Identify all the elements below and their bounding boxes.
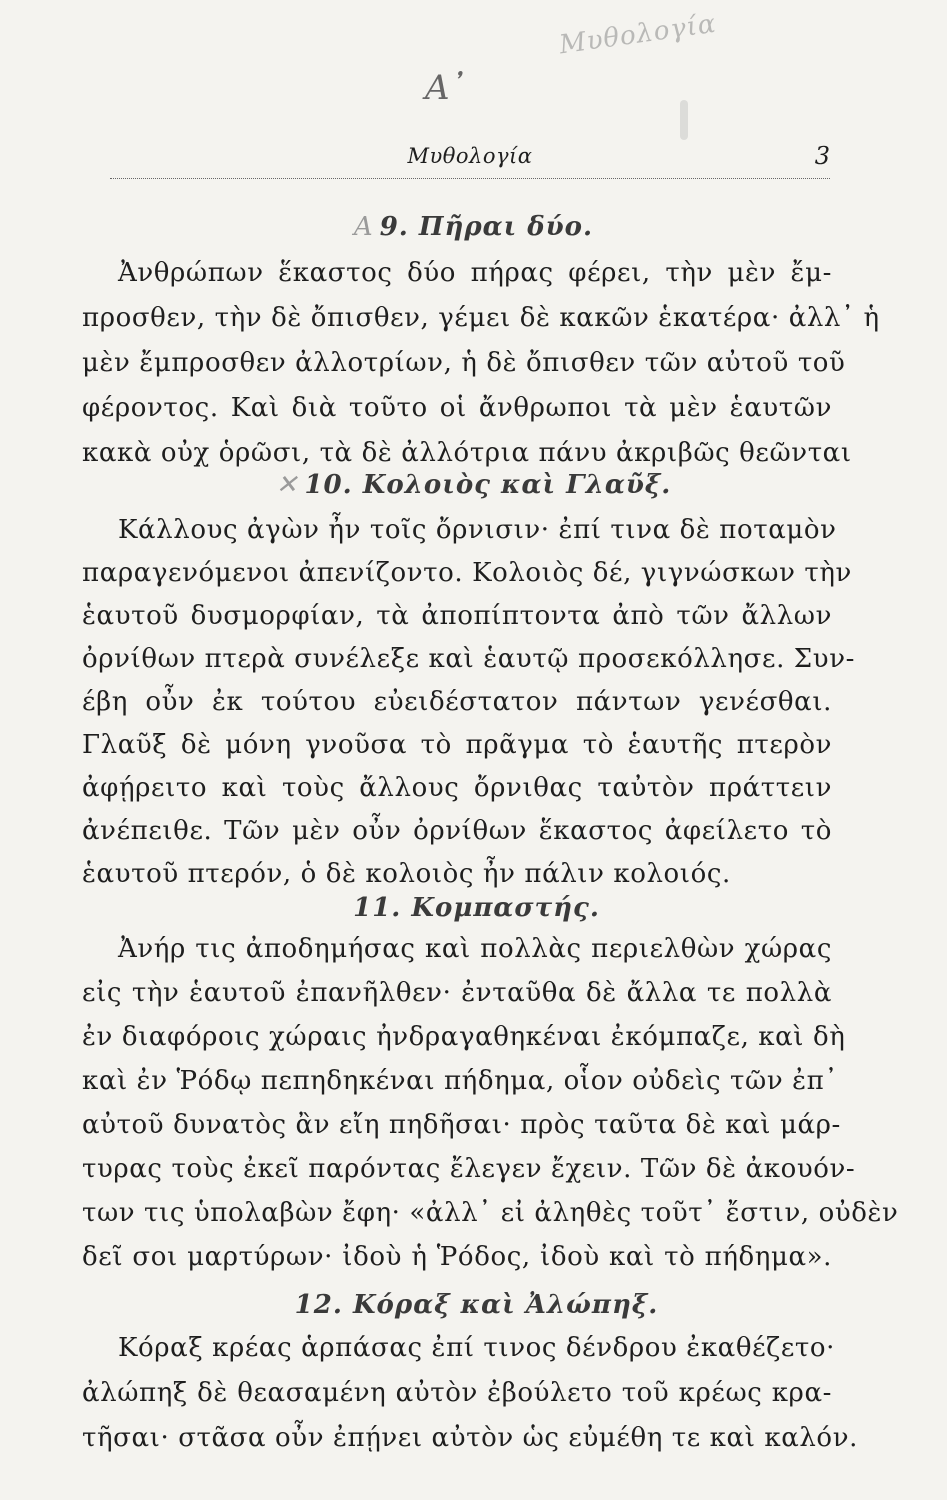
text-line: έβη οὖν ἐκ τούτου εὐειδέστατον πάντων γενέσθαι. — [82, 687, 832, 717]
running-header — [110, 140, 830, 179]
text-line: φέροντος. Καὶ διὰ τοῦτο οἱ ἄνθρωποι τὰ μὲν ἑαυτῶν — [82, 393, 832, 423]
text-line: ἀφῄρειτο καὶ τοὺς ἄλλους ὄρνιθας ταὐτὸν πράττειν — [82, 773, 832, 803]
section-title: 12. Κόραξ καὶ Ἀλώπηξ. — [294, 1290, 659, 1320]
text-line: ἑαυτοῦ πτερόν, ὁ δὲ κολοιὸς ἦν πάλιν κολοιός. — [82, 859, 731, 889]
page-number: 3 — [814, 142, 830, 170]
text-line: κακὰ οὐχ ὁρῶσι, τὰ δὲ ἀλλότρια πάνυ ἀκριβῶς θεῶνται — [82, 438, 852, 468]
pen-mark: ✕ — [275, 470, 299, 500]
text-line: ἑαυτοῦ δυσμορφίαν, τὰ ἀποπίπτοντα ἀπὸ τῶν ἄλλων — [82, 601, 832, 631]
text-line: παραγενόμενοι ἀπενίζοντο. Κολοιὸς δέ, γιγνώσκων τὴν — [82, 558, 852, 588]
text-line: των τις ὑπολαβὼν ἔφη· «ἀλλ᾽ εἰ ἀληθὲς τοῦτ᾽ ἔστιν, οὐδὲν — [82, 1198, 899, 1228]
section-heading — [0, 1290, 947, 1320]
text-line: Κόραξ κρέας ἁρπάσας ἐπί τινος δένδρου ἐκαθέζετο· — [118, 1333, 836, 1363]
text-line: προσθεν, τὴν δὲ ὄπισθεν, γέμει δὲ κακῶν ἑκατέρα· ἀλλ᾽ ἡ — [82, 303, 880, 333]
text-line: ἀνέπειθε. Τῶν μὲν οὖν ὀρνίθων ἕκαστος ἀφείλετο τὸ — [82, 816, 832, 846]
text-line: ἀλώπηξ δὲ θεασαμένη αὐτὸν ἐβούλετο τοῦ κρέως κρα- — [82, 1378, 832, 1408]
text-line: ὀρνίθων πτερὰ συνέλεξε καὶ ἑαυτῷ προσεκόλλησε. Συν- — [82, 644, 855, 674]
section-title: 11. Κομπαστής. — [353, 893, 600, 923]
section-heading — [0, 212, 947, 242]
text-line: Ἀνήρ τις ἀποδημήσας καὶ πολλὰς περιελθὼν χώρας — [118, 934, 832, 964]
text-line: Ἀνθρώπων ἕκαστος δύο πήρας φέρει, τὴν μὲν ἔμ- — [118, 258, 832, 288]
text-line: αὐτοῦ δυνατὸς ἂν εἴη πηδῆσαι· πρὸς ταῦτα δὲ καὶ μάρ- — [82, 1110, 841, 1140]
text-line: Κάλλους ἀγὼν ἦν τοῖς ὄρνισιν· ἐπί τινα δὲ ποταμὸν — [118, 515, 837, 545]
text-line: δεῖ σοι μαρτύρων· ἰδοὺ ἡ Ῥόδος, ἰδοὺ καὶ τὸ πήδημα». — [82, 1242, 832, 1272]
pen-mark: A — [353, 212, 374, 242]
section-heading — [0, 470, 947, 500]
text-line: Γλαῦξ δὲ μόνη γνοῦσα τὸ πρᾶγμα τὸ ἑαυτῆς πτερὸν — [82, 730, 832, 760]
text-line: τυρας τοὺς ἐκεῖ παρόντας ἔλεγεν ἔχειν. Τῶν δὲ ἀκουόν- — [82, 1154, 856, 1184]
paper-stain — [680, 100, 688, 140]
text-line: καὶ ἐν Ῥόδῳ πεπηδηκέναι πήδημα, οἷον οὐδεὶς τῶν ἐπ᾽ — [82, 1066, 838, 1096]
section-title: 9. Πῆραι δύο. — [379, 212, 594, 242]
running-title: Μυθολογία — [407, 144, 533, 168]
handwritten-annotation: Μυθολογία — [557, 8, 719, 61]
text-line: μὲν ἔμπροσθεν ἀλλοτρίων, ἡ δὲ ὄπισθεν τῶν αὐτοῦ τοῦ — [82, 348, 846, 378]
text-line: ἐν διαφόροις χώραις ἠνδραγαθηκέναι ἐκόμπαζε, καὶ δὴ — [82, 1022, 846, 1052]
section-heading — [0, 893, 947, 923]
text-line: εἰς τὴν ἑαυτοῦ ἐπανῆλθεν· ἐνταῦθα δὲ ἄλλα τε πολλὰ — [82, 978, 832, 1008]
handwritten-mark: Α᾽ — [425, 68, 467, 108]
section-title: 10. Κολοιὸς καὶ Γλαῦξ. — [304, 470, 672, 500]
text-line: τῆσαι· στᾶσα οὖν ἐπῄνει αὐτὸν ὡς εὐμέθη τε καὶ καλόν. — [82, 1423, 858, 1453]
